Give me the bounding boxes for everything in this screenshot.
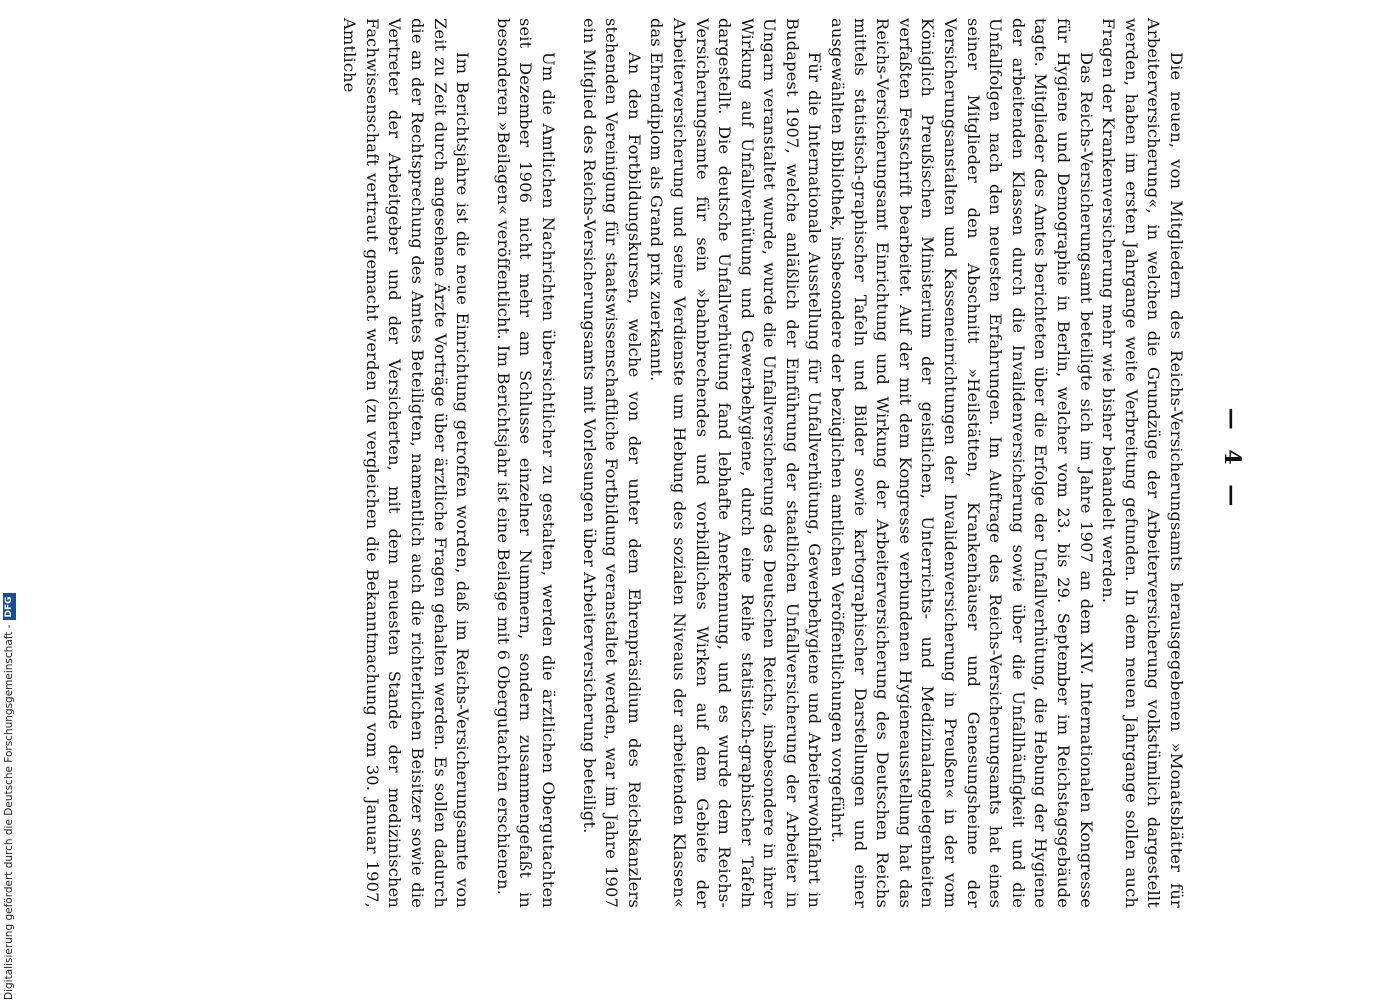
- dfg-logo: DFG: [3, 593, 16, 620]
- page-number: — 4 —: [1219, 407, 1245, 513]
- paragraph-monatsblaetter: Die neuen, von Mitgliedern des Reichs-Versicherungsamts herausgegebenen »Monatsblätter für Arbeiterversicherung«, in welchen die Grundzüge der Arbeiterversicherung volkstümlich dargestellt werden, haben im ersten Jahrgange weite Verbreitung gefunden. In dem neuen Jahrgange sollen auch Fragen der Krankenversicherung mehr wie bisher behandelt werden.: [1099, 18, 1186, 908]
- paragraph-fortbildungskurse: An den Fortbildungskursen, welche von der unter dem Ehrenpräsidium des Reichskanzlers stehenden Vereinigung für staatswissenschaftliche Fortbildung veranstaltet werden, war im Jahre 1907 ein Mitglied des Reichs-Versicherungsamts mit Vorlesungen über Arbeiterversicherung beteiligt.: [579, 18, 644, 908]
- document-page: [120, 10, 1245, 910]
- body-text: [338, 18, 1187, 908]
- digitization-credit: [0, 0, 18, 1000]
- paragraph-budapest-ausstellung: Für die Internationale Ausstellung für Unfallverhütung, Gewerbehygiene und Arbeiterwohlfahrt in Budapest 1907, welche anläßlich der Einführung der staatlichen Unfallversicherung der Arbeiter in Ungarn veranstaltet wurde, wurde die Unfallversicherung des Deutschen Reichs, insbesondere in ihrer Wirkung auf Unfallverhütung und Gewerbehygiene, durch eine Reihe statistisch-graphischer Tafeln dargestellt. Die deutsche Unfallverhütung fand lebhafte Anerkennung, und es wurde dem Reichs-Versicherungsamte für sein »bahnbrechendes und vorbildliches Wirken auf dem Gebiete der Arbeiterversicherung und seine Verdienste um Hebung des sozialen Niveaus der arbeitenden Klassen« das Ehrendiplom als Grand prix zuerkannt.: [647, 18, 825, 908]
- paragraph-kongress-hygiene: Das Reichs-Versicherungsamt beteiligte sich im Jahre 1907 an dem XIV. Internationalen Kongresse für Hygiene und Demographie in Berlin, welcher vom 23. bis 29. September im Reichstagsgebäude tagte. Mitglieder des Amtes berichteten über die Erfolge der Unfallverhütung, die Hebung der Hygiene der arbeitenden Klassen durch die Invalidenversicherung sowie über die Unfallhäufigkeit und die Unfallfolgen nach den neuesten Erfahrungen. Im Auftrage des Reichs-Versicherungsamts hat eines seiner Mitglieder den Abschnitt »Heilstätten, Krankenhäuser und Genesungsheime der Versicherungsanstalten und Kasseneinrichtungen der Invalidenversicherung in Preußen« in der vom Königlich Preußischen Ministerium der geistlichen, Unterrichts- und Medizinalangelegenheiten verfaßten Festschrift bearbeitet. Auf der mit dem Kongresse verbundenen Hygieneausstellung hat das Reichs-Versicherungsamt Einrichtung und Wirkung der Arbeiterversicherung des Deutschen Reichs mittels statistisch-graphischer Tafeln und Bilder sowie kartographischer Darstellungen und einer ausgewählten Bibliothek, insbesondere der bezüglichen amtlichen Veröffentlichungen vorgeführt.: [828, 18, 1096, 908]
- credit-text: Digitalisierung gefördert durch die Deutsche Forschungsgemeinschaft -: [3, 624, 15, 1000]
- paragraph-amtliche-nachrichten: Um die Amtlichen Nachrichten übersichtlicher zu gestalten, werden die ärztlichen Obergutachten seit Dezember 1906 nicht mehr am Schlusse einzelner Nummern, sondern zusammengefaßt in besonderen »Beilagen« veröffentlicht. Im Berichtsjahr ist eine Beilage mit 6 Obergutachten erschienen.: [493, 18, 558, 908]
- paragraph-aerztliche-vortraege: Im Berichtsjahre ist die neue Einrichtung getroffen worden, daß im Reichs-Versicherungsamte von Zeit zu Zeit durch angesehene Ärzte Vorträge über ärztliche Fragen gehalten werden. Es sollen dadurch die an der Rechtsprechung des Amtes Beteiligten, namentlich auch die richterlichen Beisitzer sowie die Vertreter der Arbeitgeber und der Versicherten, mit dem neuesten Stande der medizinischen Fachwissenschaft vertraut gemacht werden (zu vergleichen die Bekanntmachung vom 30. Januar 1907, Amtliche: [340, 18, 473, 908]
